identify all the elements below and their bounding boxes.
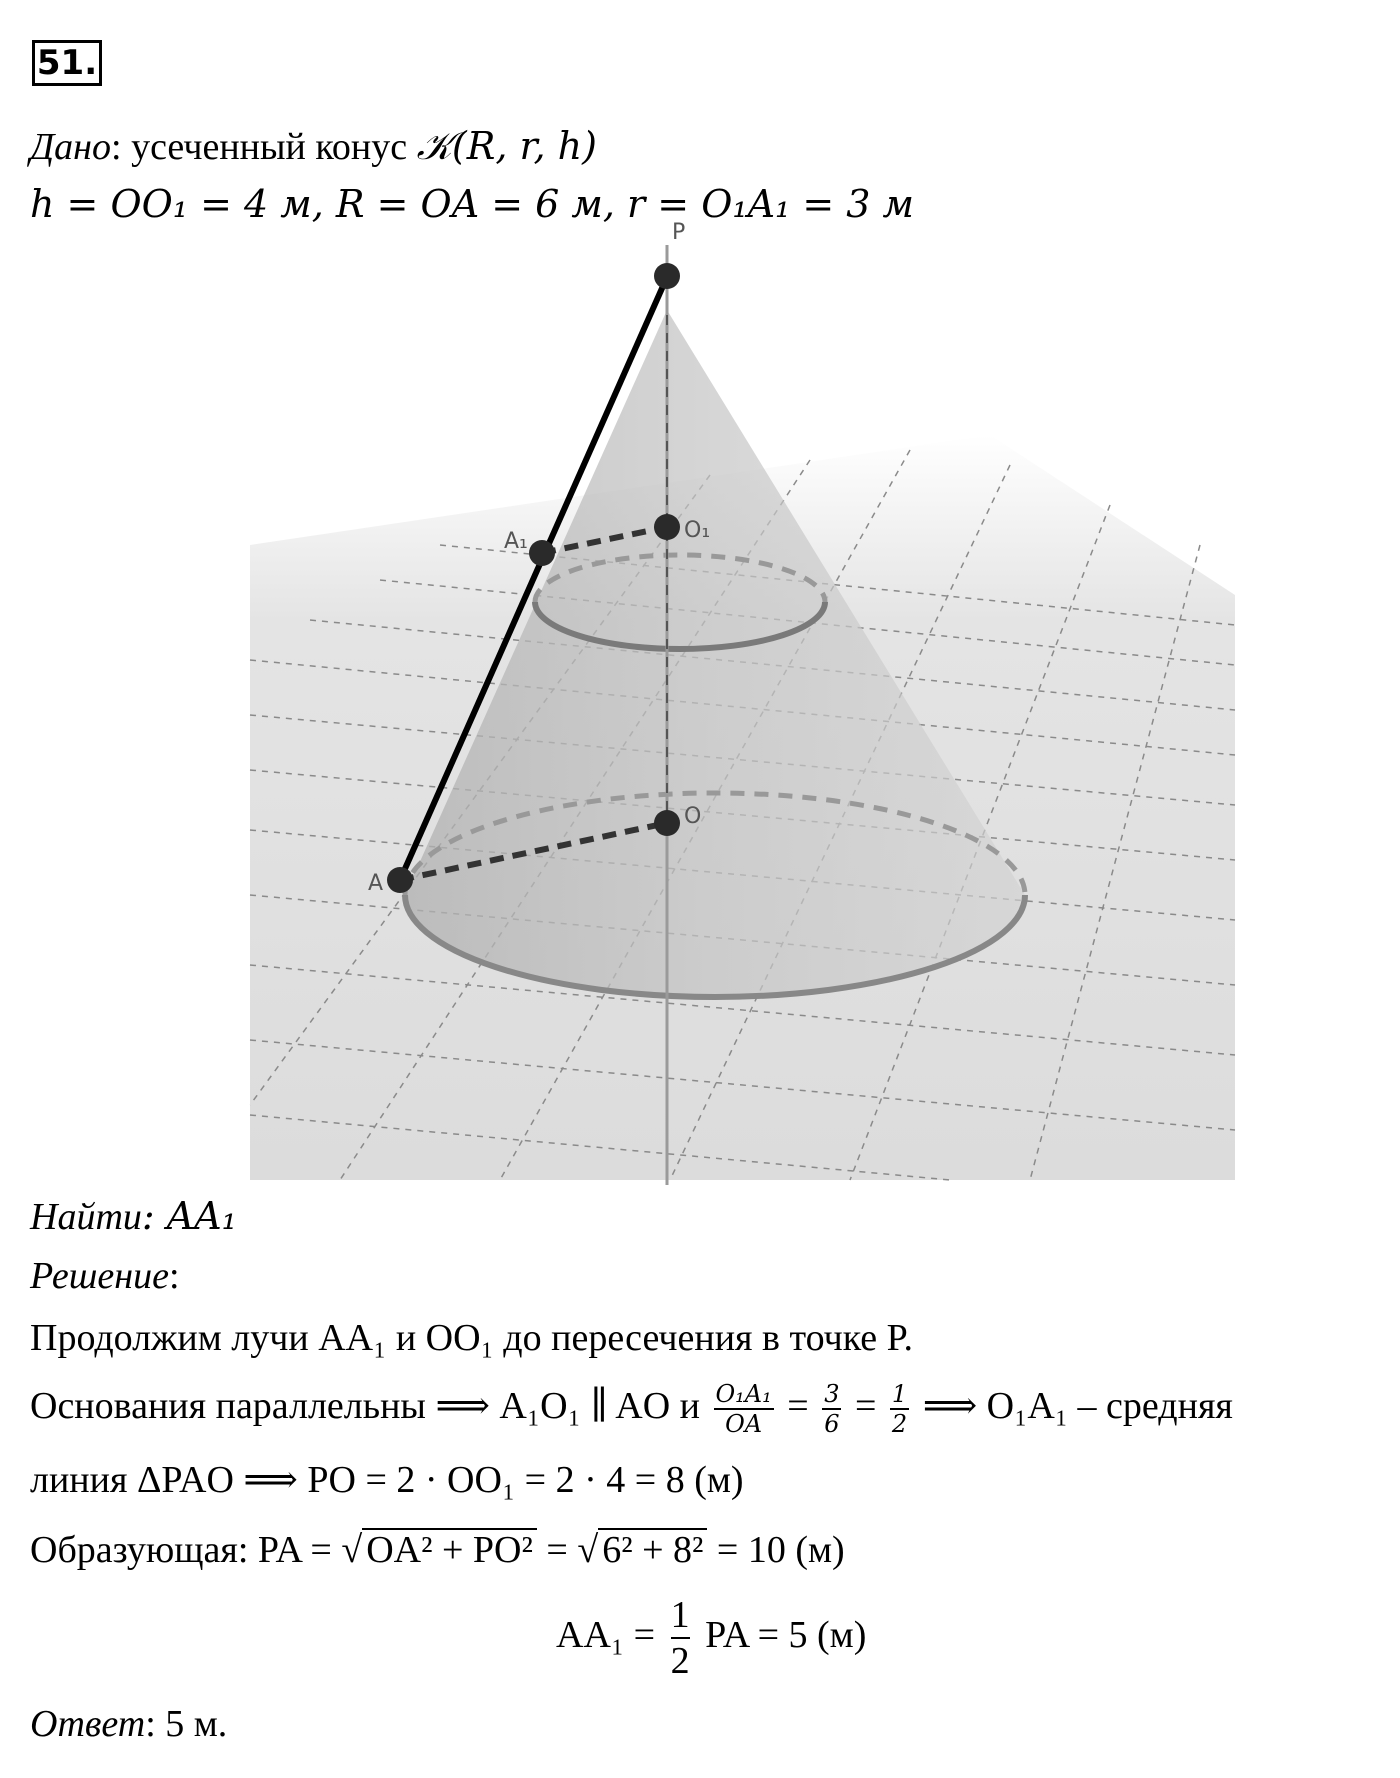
find-text: : AA₁ — [141, 1194, 237, 1238]
given-line — [30, 122, 597, 171]
solution-label: Решение — [30, 1255, 169, 1297]
find-line — [30, 1192, 237, 1241]
solution-colon: : — [168, 1255, 180, 1297]
solution-line-3 — [30, 1456, 744, 1504]
label-O: O — [684, 804, 702, 829]
fraction-1-2: $\frac{1}{2}$ — [891, 1380, 908, 1439]
sqrt-expression-2: 6² + 8² — [598, 1528, 707, 1570]
truncated-cone-figure — [250, 220, 1250, 1185]
solution-line-3-text: линия ΔPAO ⟹ PO = 2 · OO₁ = 2 · 4 = 8 (м) — [30, 1459, 744, 1501]
sqrt-expression-1: OA² + PO² — [362, 1528, 537, 1570]
label-A1: A₁ — [504, 529, 528, 554]
solution-line-2: Основания параллельны ⟹ A₁O₁ ∥ AO и $\frac{\text{O₁A₁}}{OA}$ = $\frac{3}{6}$ = $\frac{1}{2}$ ⟹ O₁A₁ – средняя — [30, 1380, 1233, 1439]
solution-line-1 — [30, 1314, 913, 1362]
given-text: : усеченный конус — [111, 126, 408, 168]
answer-text: : 5 м. — [145, 1703, 228, 1745]
given-values — [30, 180, 914, 229]
fraction-3-6: $\frac{3}{6}$ — [824, 1380, 840, 1439]
point-O1 — [654, 514, 680, 540]
given-label: Дано — [30, 126, 112, 168]
label-A: A — [368, 871, 384, 896]
fraction-O1A1-OA: $\frac{\text{O₁A₁}}{OA}$ — [715, 1380, 772, 1439]
cone-symbol: 𝒦(R, r, h) — [416, 124, 597, 168]
line2-a: Основания параллельны ⟹ A₁O₁ ∥ AO и — [30, 1385, 700, 1427]
line2-d: ⟹ O₁A₁ – средняя — [922, 1385, 1233, 1427]
label-O1: O₁ — [684, 518, 711, 543]
solution-line-1-text: Продолжим лучи AA₁ и OO₁ до пересечения в точке P. — [30, 1317, 913, 1359]
given-values-text: h = OO₁ = 4 м, R = OA = 6 м, r = O₁A₁ = 3 м — [30, 182, 915, 226]
point-A1 — [529, 540, 555, 566]
solution-line-5: AA₁ = $\frac{1}{2}$ PA = 5 (м) — [556, 1594, 867, 1683]
point-P — [654, 263, 680, 289]
solution-line-4: Образующая: PA = √ OA² + PO² = √ 6² + 8² = 10 (м) — [30, 1529, 845, 1571]
find-label: Найти — [30, 1196, 142, 1238]
fraction-one-half: $\frac{1}{2}$ — [670, 1594, 690, 1683]
solution-header — [30, 1252, 180, 1300]
answer-label: Ответ — [30, 1703, 146, 1745]
point-O — [654, 810, 680, 836]
label-P: P — [672, 220, 686, 245]
problem-number: 51. — [32, 40, 102, 86]
point-A — [387, 867, 413, 893]
answer-line — [30, 1700, 227, 1748]
